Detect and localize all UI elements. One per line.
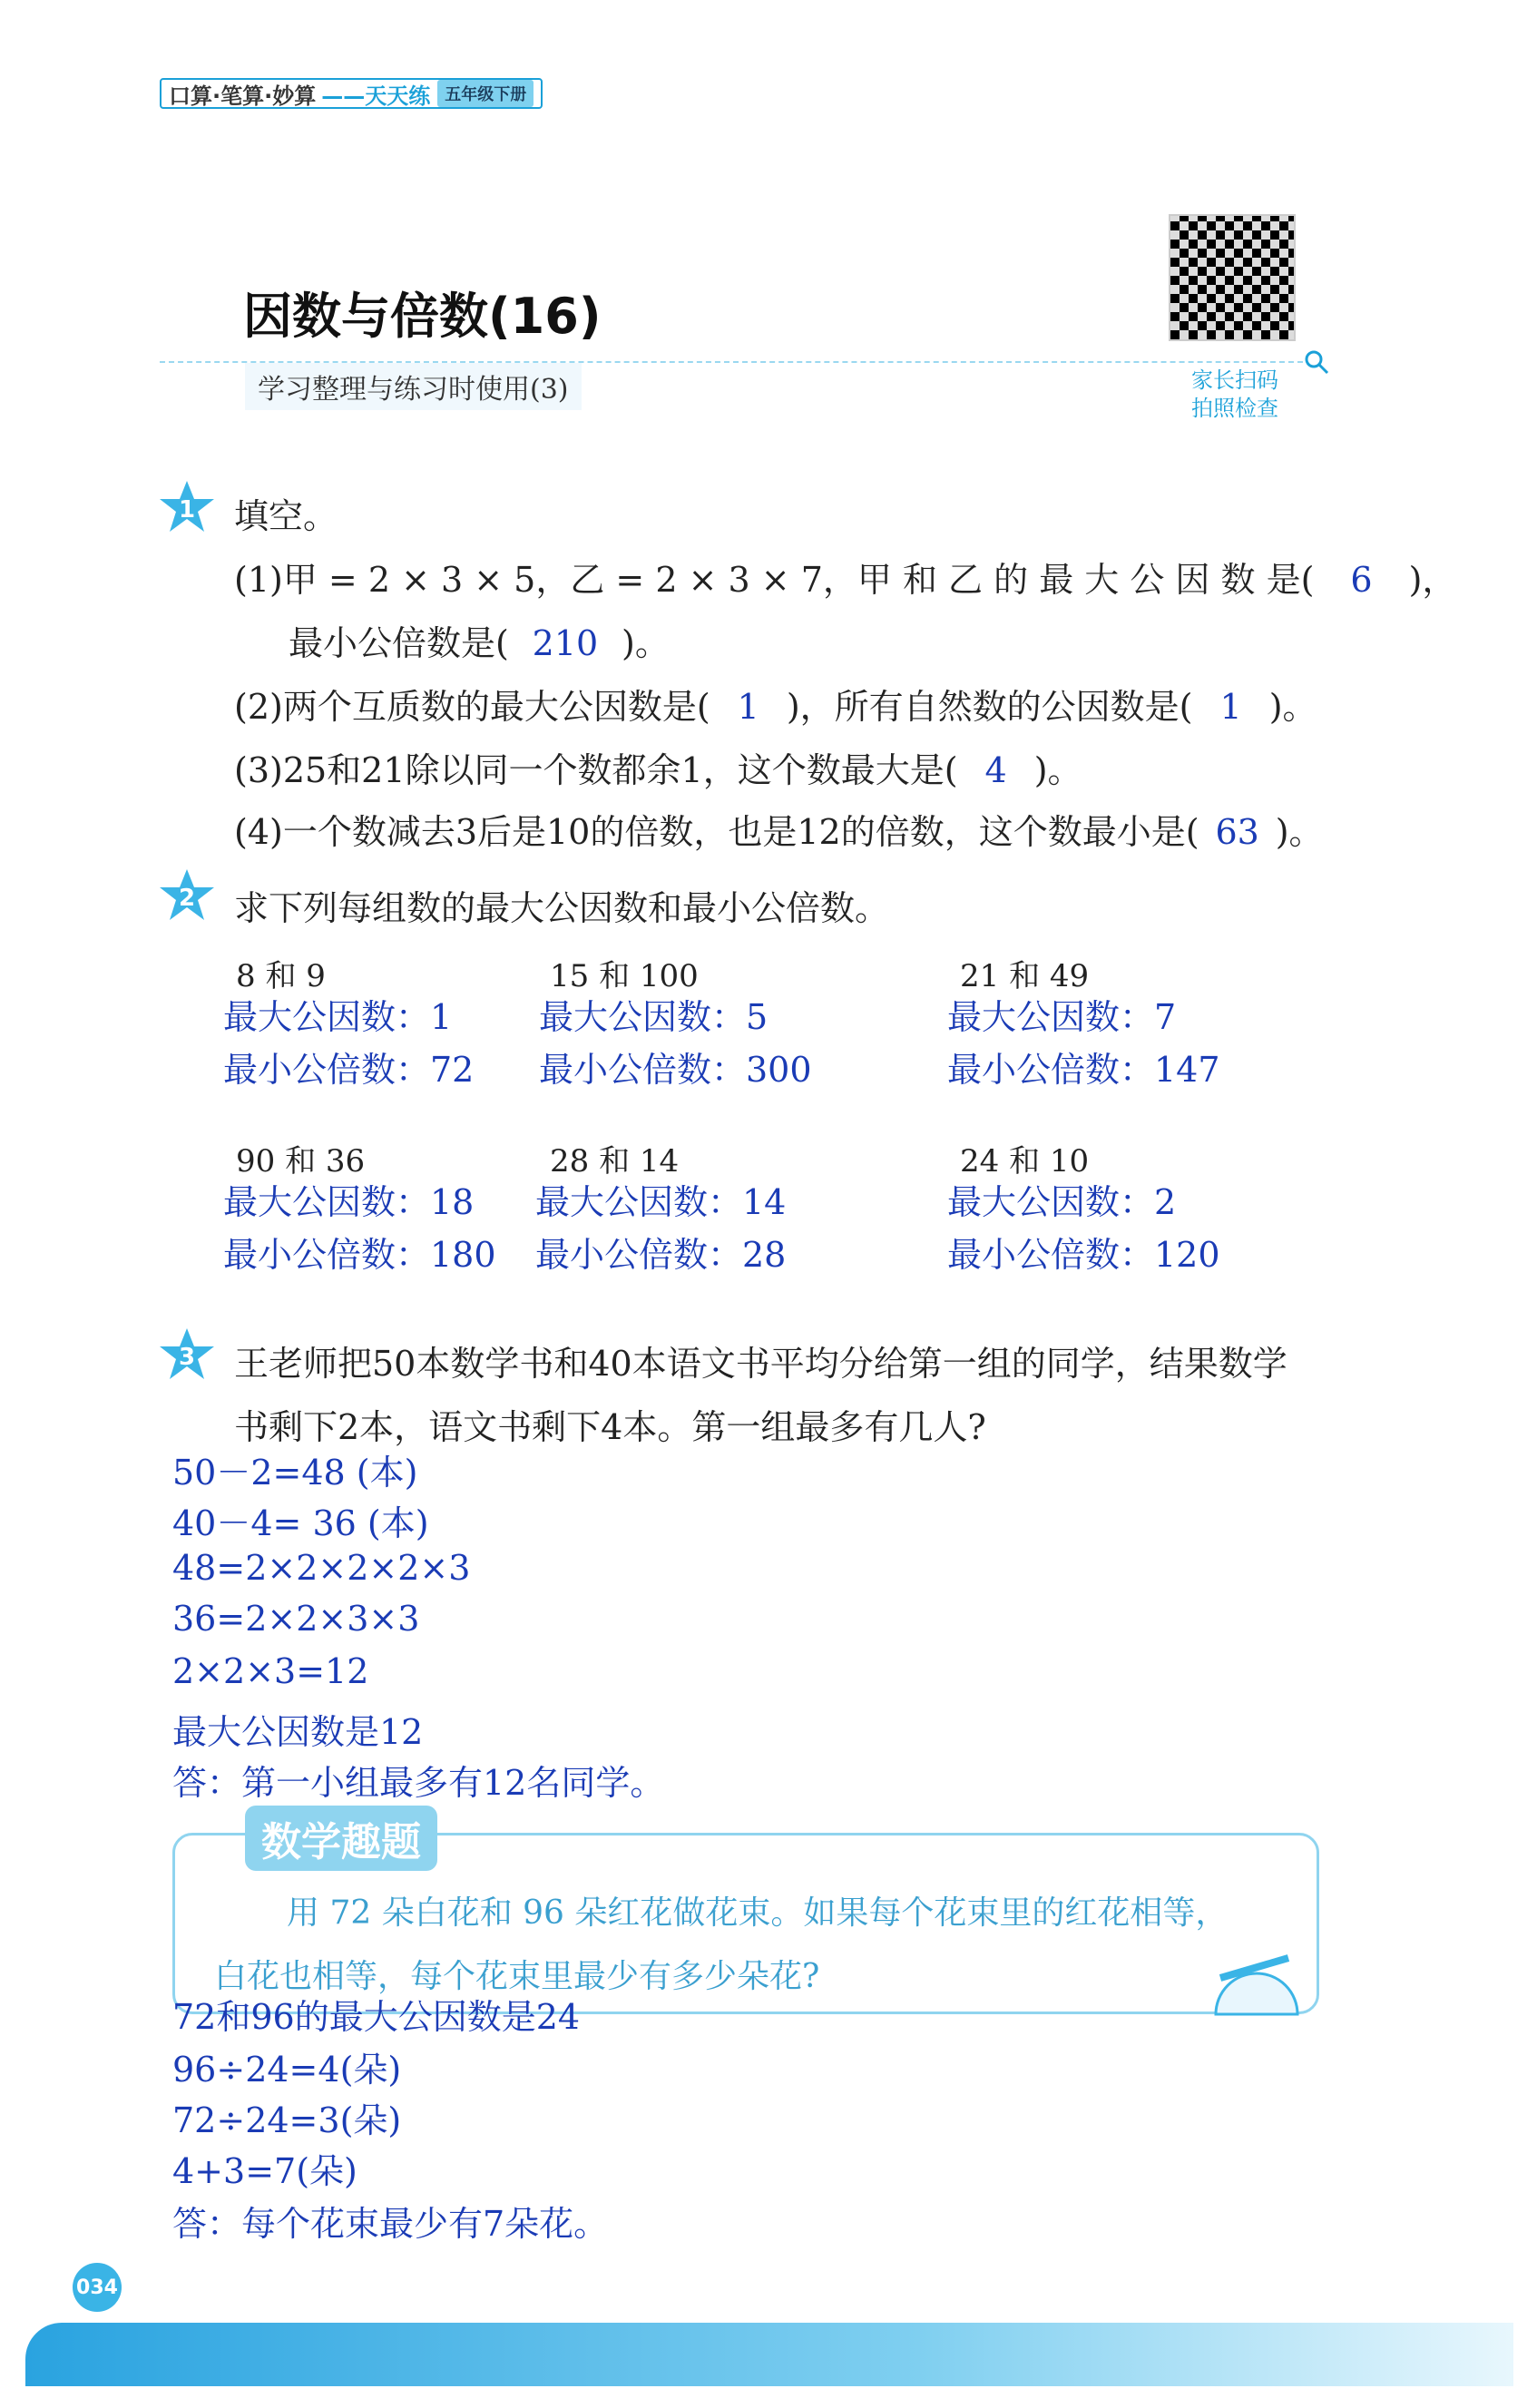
q2-gcd: 最大公因数：7	[947, 997, 1177, 1037]
q2-group-label: 90 和 36	[236, 1143, 366, 1180]
q3-answer-line: 50－2=48 (本)	[172, 1453, 418, 1493]
fun-question-line2: 白花也相等，每个花束里最少有多少朵花?	[214, 1958, 820, 1995]
q3-answer-line: 答：第一小组最多有12名同学。	[172, 1763, 665, 1803]
question-2-star-icon	[158, 867, 216, 922]
q3-answer-line: 48=2×2×2×2×3	[172, 1548, 471, 1588]
q3-text-line1: 王老师把50本数学书和40本语文书平均分给第一组的同学，结果数学	[234, 1344, 1287, 1384]
q2-gcd: 最大公因数：1	[223, 997, 453, 1037]
answer-value: 6	[1350, 560, 1373, 600]
q2-gcd: 最大公因数：5	[539, 997, 768, 1037]
q2-lcm: 最小公倍数：180	[223, 1235, 496, 1275]
q2-group-label: 21 和 49	[960, 958, 1090, 994]
fun-answer-line: 72÷24=3(朵)	[172, 2100, 402, 2140]
fun-answer-line: 72和96的最大公因数是24	[172, 1997, 581, 2037]
footer-wave	[25, 2323, 1513, 2386]
qr-label: 家长扫码 拍照检查	[1191, 367, 1278, 422]
q3-answer-line: 40－4= 36 (本)	[172, 1503, 429, 1543]
qr-code[interactable]	[1169, 214, 1296, 341]
q1-line3: (3)25和21除以同一个数都余1，这个数最大是( 4 )。	[234, 750, 1082, 790]
book-series-header	[160, 78, 543, 109]
search-icon	[1303, 348, 1330, 376]
svg-text:1: 1	[178, 496, 196, 524]
page-title: 因数与倍数(16)	[243, 288, 602, 345]
series-subname: ——天天练	[321, 83, 431, 109]
q1-line1-cont: 最小公倍数是( 210 )。	[289, 623, 670, 663]
q1-line1: (1)甲 = 2 × 3 × 5，乙 = 2 × 3 × 7，甲 和 乙 的 最 大 公 因 数 是( 6 )，	[234, 560, 1457, 600]
question-1-star-icon	[158, 479, 216, 533]
q2-group-label: 15 和 100	[550, 958, 699, 994]
fun-answer-line: 4+3=7(朵)	[172, 2151, 357, 2191]
q1-line4: (4)一个数减去3后是10的倍数，也是12的倍数，这个数最小是( 63 )。	[234, 812, 1324, 852]
fun-answer-line: 答：每个花束最少有7朵花。	[172, 2204, 609, 2244]
q3-answer-line: 36=2×2×3×3	[172, 1599, 420, 1639]
answer-value: 1	[1219, 687, 1242, 727]
series-name: 口算·笔算·妙算	[169, 83, 317, 109]
svg-text:3: 3	[178, 1344, 196, 1371]
q3-answer-line: 2×2×3=12	[172, 1651, 369, 1691]
svg-text:2: 2	[178, 885, 196, 912]
grade-badge: 五年级下册	[437, 80, 534, 107]
q2-gcd: 最大公因数：2	[947, 1182, 1177, 1222]
q2-lcm: 最小公倍数：120	[947, 1235, 1220, 1275]
answer-value: 63	[1215, 812, 1259, 852]
page-subtitle: 学习整理与练习时使用(3)	[245, 363, 582, 410]
q2-group-label: 24 和 10	[960, 1143, 1090, 1180]
fun-question-line1: 用 72 朵白花和 96 朵红花做花束。如果每个花束里的红花相等，	[287, 1894, 1229, 1932]
q3-text-line2: 书剩下2本，语文书剩下4本。第一组最多有几人?	[234, 1407, 986, 1447]
q2-heading: 求下列每组数的最大公因数和最小公倍数。	[234, 888, 890, 928]
q2-group-label: 8 和 9	[236, 958, 326, 994]
ruler-protractor-icon	[1207, 1951, 1307, 2023]
q2-lcm: 最小公倍数：147	[947, 1050, 1220, 1090]
fun-answer-line: 96÷24=4(朵)	[172, 2050, 402, 2090]
q2-group-label: 28 和 14	[550, 1143, 680, 1180]
math-fun-title: 数学趣题	[245, 1806, 437, 1871]
q2-lcm: 最小公倍数：72	[223, 1050, 475, 1090]
question-3-star-icon	[158, 1326, 216, 1381]
q1-heading: 填空。	[234, 496, 338, 536]
q2-gcd: 最大公因数：18	[223, 1182, 475, 1222]
q1-line2: (2)两个互质数的最大公因数是( 1 )，所有自然数的公因数是( 1 )。	[234, 687, 1317, 727]
answer-value: 4	[984, 750, 1007, 790]
q2-lcm: 最小公倍数：300	[539, 1050, 812, 1090]
answer-value: 1	[737, 687, 759, 727]
page-number: 034	[73, 2263, 122, 2312]
q2-lcm: 最小公倍数：28	[535, 1235, 787, 1275]
answer-value: 210	[532, 623, 599, 663]
q2-gcd: 最大公因数：14	[535, 1182, 787, 1222]
q3-answer-line: 最大公因数是12	[172, 1712, 424, 1752]
